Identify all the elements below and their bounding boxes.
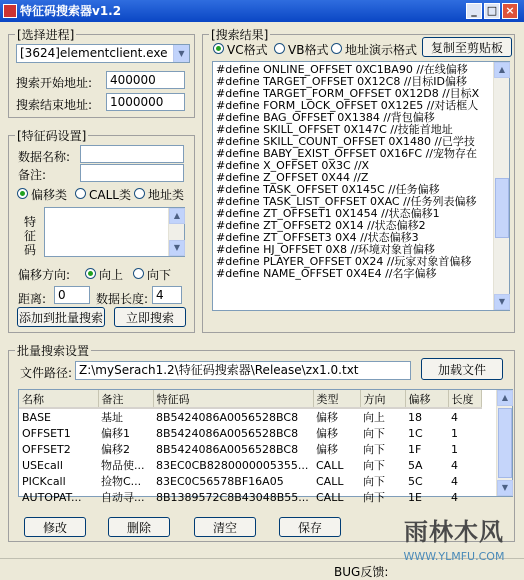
table-row[interactable] <box>19 489 481 505</box>
code-label-char-3: 码 <box>24 243 37 257</box>
type-offset-label: 偏移类 <box>31 188 68 202</box>
result-line: #define TARGET_OFFSET 0X12C8 //目标ID偏移 <box>216 75 467 88</box>
app-icon <box>3 4 17 18</box>
cell-length: 4 <box>451 490 458 504</box>
cell-direction: 向下 <box>363 491 385 504</box>
batch-legend: 批量搜索设置 <box>17 344 90 358</box>
cell-type: 偏移 <box>316 443 338 456</box>
watermark-url: WWW.YLMFU.COM <box>403 550 505 563</box>
direction-up-label: 向上 <box>99 268 124 282</box>
file-path-input[interactable]: Z:\mySerach1.2\特征码搜索器\Release\zx1.0.txt <box>75 361 411 380</box>
clear-button[interactable]: 清空 <box>194 517 256 537</box>
save-button[interactable]: 保存 <box>279 517 341 537</box>
cell-offset: 5C <box>408 474 423 488</box>
cell-name: OFFSET1 <box>22 426 71 440</box>
results-textbox[interactable] <box>212 61 510 311</box>
start-address-input[interactable]: 400000 <box>106 71 185 89</box>
col-note[interactable]: 备注 <box>98 390 153 408</box>
arrow-up-icon[interactable]: ▲ <box>497 390 513 406</box>
add-to-batch-button[interactable]: 添加到批量搜索 <box>17 307 105 327</box>
result-line: #define ZT_OFFSET2 0X14 //状态偏移2 <box>216 219 426 232</box>
result-line: #define ZT_OFFSET1 0X1454 //状态偏移1 <box>216 207 440 220</box>
format-vc-label: VC格式 <box>227 43 268 57</box>
type-address-radio[interactable] <box>134 188 145 199</box>
process-select[interactable] <box>16 44 190 63</box>
cell-type: 偏移 <box>316 427 338 440</box>
cell-note: 物品使... <box>101 459 145 472</box>
result-line: #define SKILL_COUNT_OFFSET 0X1480 //已学技 <box>216 135 475 148</box>
result-line: #define TARGET_FORM_OFFSET 0X12D8 //目标X <box>216 87 480 100</box>
cell-direction: 向下 <box>363 427 385 440</box>
file-path-label: 文件路径: <box>20 366 73 380</box>
col-type[interactable]: 类型 <box>313 390 360 408</box>
cell-name: USEcall <box>22 458 63 472</box>
end-address-input[interactable]: 1000000 <box>106 93 185 111</box>
cell-offset: 1E <box>408 490 422 504</box>
copy-clipboard-button[interactable]: 复制至剪贴板 <box>422 37 512 57</box>
cell-signature: 83EC0CB8280000005355... <box>156 458 309 472</box>
col-signature[interactable]: 特征码 <box>153 390 313 408</box>
process-selected: [3624]elementclient.exe <box>20 46 168 60</box>
watermark-text: 雨林木风 <box>404 518 504 546</box>
minimize-button[interactable]: _ <box>466 3 482 19</box>
title-bar[interactable] <box>0 0 524 22</box>
col-direction[interactable]: 方向 <box>360 390 405 408</box>
col-offset[interactable]: 偏移 <box>405 390 448 408</box>
result-line: #define NAME_OFFSET 0X4E4 //名字偏移 <box>216 267 437 280</box>
arrow-up-icon[interactable]: ▲ <box>494 62 510 78</box>
table-row[interactable] <box>19 425 481 441</box>
result-line: #define X_OFFSET 0X3C //X <box>216 159 370 172</box>
cell-direction: 向下 <box>363 475 385 488</box>
batch-scrollbar[interactable] <box>496 390 512 496</box>
result-line: #define BABY_EXIST_OFFSET 0X16FC //宠物存在 <box>216 147 478 160</box>
cell-direction: 向下 <box>363 459 385 472</box>
data-name-input[interactable] <box>80 145 184 163</box>
batch-scroll-thumb[interactable] <box>498 408 512 478</box>
note-label: 备注: <box>18 168 47 182</box>
settings-legend: [特征码设置] <box>17 129 87 143</box>
cell-note: 偏移2 <box>101 443 130 456</box>
result-line: #define TASK_OFFSET 0X145C //任务偏移 <box>216 183 440 196</box>
signature-code-textarea[interactable] <box>44 207 185 257</box>
results-lines <box>216 64 478 280</box>
note-input[interactable] <box>80 164 184 182</box>
cell-note: 捡物C... <box>101 475 142 488</box>
format-vc-radio[interactable] <box>213 43 224 54</box>
distance-input[interactable]: 0 <box>54 286 90 304</box>
cell-name: OFFSET2 <box>22 442 71 456</box>
arrow-down-icon[interactable]: ▼ <box>494 294 510 310</box>
data-name-label: 数据名称: <box>18 150 71 164</box>
result-line: #define ONLINE_OFFSET 0XC1BA90 //在线偏移 <box>216 63 468 76</box>
cell-note: 偏移1 <box>101 427 130 440</box>
result-line: #define TASK_LIST_OFFSET 0XAC //任务列表偏移 <box>216 195 477 208</box>
cell-signature: 8B5424086A0056528BC8 <box>156 442 299 456</box>
edit-button[interactable]: 修改 <box>24 517 86 537</box>
cell-offset: 1F <box>408 442 422 456</box>
process-legend: [选择进程] <box>17 28 75 42</box>
load-file-button[interactable]: 加载文件 <box>421 358 503 380</box>
delete-button[interactable]: 删除 <box>108 517 170 537</box>
cell-direction: 向下 <box>363 443 385 456</box>
arrow-down-icon[interactable]: ▼ <box>169 240 185 256</box>
length-input[interactable]: 4 <box>152 286 182 304</box>
cell-length: 4 <box>451 474 458 488</box>
batch-table[interactable] <box>18 389 513 504</box>
result-line: #define HJ_OFFSET 0X8 //环境对象首偏移 <box>216 243 435 256</box>
window-title: 特征码搜索器v1.2 <box>20 4 122 18</box>
direction-up-radio[interactable] <box>85 268 96 279</box>
cell-note: 基址 <box>101 411 123 424</box>
type-call-radio[interactable] <box>75 188 86 199</box>
format-vb-label: VB格式 <box>288 43 329 57</box>
type-offset-radio[interactable] <box>17 188 28 199</box>
table-row[interactable] <box>19 408 481 425</box>
watermark-logo <box>390 512 518 576</box>
start-address-label: 搜索开始地址: <box>16 76 93 90</box>
cell-type: 偏移 <box>316 411 338 424</box>
col-length[interactable]: 长度 <box>448 390 481 408</box>
distance-label: 距离: <box>18 292 47 306</box>
format-address-label: 地址演示格式 <box>345 43 418 57</box>
cell-note: 自动寻... <box>101 491 145 504</box>
arrow-down-icon[interactable]: ▼ <box>497 480 513 496</box>
end-address-label: 搜索结束地址: <box>16 98 93 112</box>
bug-feedback-label: BUG反馈: <box>334 565 389 579</box>
close-button[interactable]: × <box>502 3 518 19</box>
cell-offset: 18 <box>408 410 422 424</box>
result-line: #define Z_OFFSET 0X44 //Z <box>216 171 369 184</box>
cell-type: CALL <box>316 474 344 488</box>
cell-signature: 83EC0C56578BF16A05 <box>156 474 284 488</box>
search-now-button[interactable]: 立即搜索 <box>114 307 186 327</box>
cell-length: 1 <box>451 426 458 440</box>
results-scrollbar[interactable] <box>493 62 509 310</box>
type-call-label: CALL类 <box>89 188 131 202</box>
arrow-up-icon[interactable]: ▲ <box>169 208 185 224</box>
col-name[interactable]: 名称 <box>19 390 98 408</box>
table-row[interactable] <box>19 473 481 489</box>
cell-name: AUTOPAT... <box>22 490 82 504</box>
cell-type: CALL <box>316 490 344 504</box>
result-line: #define FORM_LOCK_OFFSET 0X12E5 //对话框人 <box>216 99 479 112</box>
length-label: 数据长度: <box>96 292 149 306</box>
chevron-down-icon[interactable]: ▼ <box>173 45 189 62</box>
result-line: #define SKILL_OFFSET 0X147C //技能首地址 <box>216 123 453 136</box>
format-address-radio[interactable] <box>331 43 342 54</box>
batch-table-header <box>19 390 481 408</box>
direction-label: 偏移方向: <box>18 268 71 282</box>
table-row[interactable] <box>19 441 481 457</box>
direction-down-label: 向下 <box>147 268 172 282</box>
result-line: #define PLAYER_OFFSET 0X24 //玩家对象首偏移 <box>216 255 472 268</box>
cell-offset: 1C <box>408 426 423 440</box>
format-vb-radio[interactable] <box>274 43 285 54</box>
cell-signature: 8B1389572C8B43048B55... <box>156 490 309 504</box>
code-label-char-1: 特 <box>24 215 37 229</box>
cell-offset: 5A <box>408 458 423 472</box>
cell-length: 1 <box>451 442 458 456</box>
results-legend: [搜索结果] <box>211 28 269 42</box>
maximize-button[interactable]: □ <box>484 3 500 19</box>
table-row[interactable] <box>19 457 481 473</box>
code-label-char-2: 征 <box>24 229 37 243</box>
cell-direction: 向上 <box>363 411 385 424</box>
result-line: #define BAG_OFFSET 0X1384 //背包偏移 <box>216 111 435 124</box>
cell-name: BASE <box>22 410 52 424</box>
direction-down-radio[interactable] <box>133 268 144 279</box>
cell-type: CALL <box>316 458 344 472</box>
cell-length: 4 <box>451 410 458 424</box>
cell-signature: 8B5424086A0056528BC8 <box>156 426 299 440</box>
cell-length: 4 <box>451 458 458 472</box>
results-scroll-thumb[interactable] <box>495 178 509 238</box>
type-address-label: 地址类 <box>148 188 185 202</box>
signature-scrollbar[interactable] <box>168 208 184 256</box>
cell-name: PICKcall <box>22 474 66 488</box>
cell-signature: 8B5424086A0056528BC8 <box>156 410 299 424</box>
result-line: #define ZT_OFFSET3 0X4 //状态偏移3 <box>216 231 419 244</box>
